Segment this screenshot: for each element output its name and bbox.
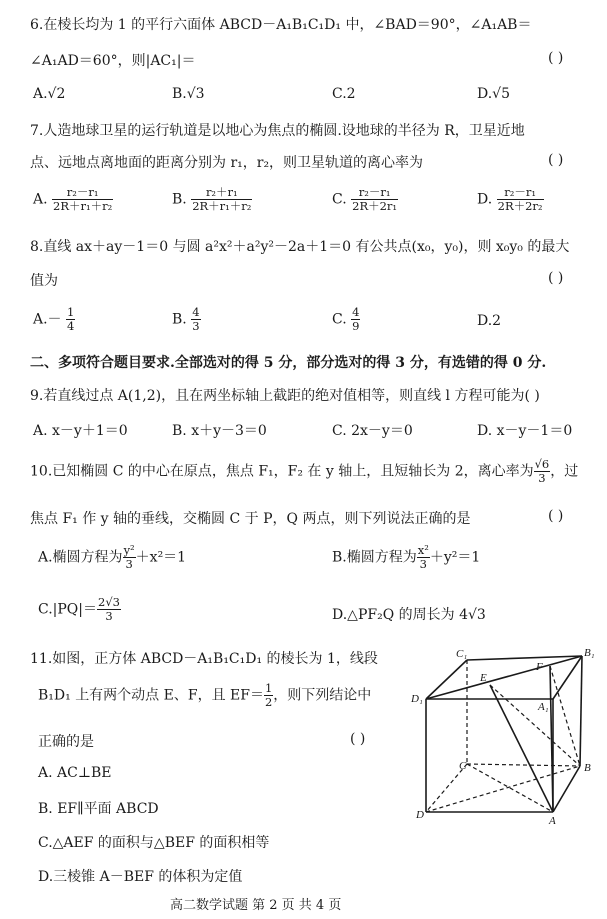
q11-option-d: D.三棱锥 A－BEF 的体积为定值	[38, 869, 243, 885]
q7-d-den: 2R＋2r₂	[497, 199, 543, 214]
q10-ecc-num: √6	[534, 457, 550, 471]
edge-c-a-hidden	[467, 764, 553, 812]
q6-answer-paren: ( )	[548, 50, 564, 66]
q7-option-b: B. $\frac{\text{r₂＋r₁}}{\text{2R＋r₁＋r₂}}$	[172, 185, 252, 214]
q7-line1: 7.人造地球卫星的运行轨道是以地心为焦点的椭圆.设地球的半径为 R，卫星近地	[30, 123, 525, 139]
q6-line1: 6.在棱长均为 1 的平行六面体 ABCD－A₁B₁C₁D₁ 中，∠BAD＝90°，∠A₁AB＝	[30, 17, 532, 33]
q10-answer-paren: ( )	[548, 508, 564, 524]
q8-line2: 值为	[30, 273, 58, 289]
q6-option-d: D.√5	[477, 86, 511, 102]
q7-b-den: 2R＋r₁＋r₂	[192, 199, 252, 214]
q7-answer-paren: ( )	[548, 152, 564, 168]
edge-c1-b1	[467, 656, 582, 660]
q7-option-d: D. $\frac{\text{r₂－r₁}}{\text{2R＋2r₂}}$	[477, 185, 543, 214]
label-c1: C₁	[456, 648, 468, 660]
q10-ecc-den: 3	[538, 471, 546, 486]
label-a1: A₁	[538, 701, 549, 713]
label-c: C	[459, 760, 467, 772]
q11-line3: 正确的是	[38, 734, 94, 750]
edge-b1-b	[580, 656, 582, 766]
q8-option-d: D.2	[477, 313, 502, 329]
q10-option-b: B.椭圆方程为 $\frac{\text{x²}}{3}$ ＋y²＝1	[332, 543, 481, 572]
label-a: A	[549, 815, 556, 825]
q11-line2: B₁D₁ 上有两个动点 E、F，且 EF＝ $\frac{1}{2}$ ，则下列结论中	[38, 681, 372, 710]
q11-answer-paren: ( )	[350, 731, 366, 747]
label-f: F	[536, 661, 543, 673]
q10-line1: 10.已知椭圆 C 的中心在原点，焦点 F₁，F₂ 在 y 轴上，且短轴长为 2，离心率为 $\frac{√6}{3}$ ，过	[30, 457, 579, 486]
q6-line2: ∠A₁AD＝60°，则|AC₁|＝	[30, 53, 196, 69]
q10-option-c: C.|PQ|＝ $\frac{2√3}{3}$	[38, 595, 120, 624]
q10-line2: 焦点 F₁ 作 y 轴的垂线，交椭圆 C 于 P，Q 两点，则下列说法正确的是	[30, 511, 471, 527]
q7-b-num: r₂＋r₁	[191, 186, 252, 200]
q7-c-num: r₂－r₁	[351, 186, 398, 200]
q8-option-c: C. $\frac{4}{9}$	[332, 305, 360, 334]
q7-c-den: 2R＋2r₁	[352, 199, 398, 214]
q7-line2: 点、远地点离地面的距离分别为 r₁，r₂，则卫星轨道的离心率为	[30, 155, 424, 171]
label-d: D	[416, 809, 424, 821]
q10-option-d: D.△PF₂Q 的周长为 4√3	[332, 607, 486, 623]
edge-e-b-hidden	[490, 685, 580, 766]
label-d1: D₁	[411, 693, 423, 705]
q7-option-a: A. $\frac{\text{r₂－r₁}}{\text{2R＋r₁＋r₂}}$	[33, 185, 113, 214]
label-b1: B₁	[584, 647, 595, 659]
edge-c-b-hidden	[467, 764, 580, 766]
q8-line1: 8.直线 ax＋ay－1＝0 与圆 a²x²＋a²y²－2a＋1＝0 有公共点(x₀，y₀)，则 x₀y₀ 的最大	[30, 239, 570, 255]
q9-option-d: D. x－y－1＝0	[477, 423, 573, 439]
q6-option-b: B.√3	[172, 86, 205, 102]
q11-option-c: C.△AEF 的面积与△BEF 的面积相等	[38, 835, 270, 851]
q9-option-c: C. 2x－y＝0	[332, 423, 413, 439]
q8-option-b: B. $\frac{4}{3}$	[172, 305, 200, 334]
section-2-heading: 二、多项符合题目要求.全部选对的得 5 分，部分选对的得 3 分，有选错的得 0 分.	[30, 355, 547, 371]
q9-line1: 9.若直线过点 A(1,2)，且在两坐标轴上截距的绝对值相等，则直线 l 方程可能为( )	[30, 388, 540, 404]
q11-option-a: A. AC⊥BE	[38, 765, 112, 781]
q7-d-num: r₂－r₁	[497, 186, 544, 200]
q10-option-a: A.椭圆方程为 $\frac{\text{y²}}{3}$ ＋x²＝1	[38, 543, 187, 572]
q8-answer-paren: ( )	[548, 270, 564, 286]
q11-line1: 11.如图，正方体 ABCD－A₁B₁C₁D₁ 的棱长为 1，线段	[30, 651, 378, 667]
q7-a-den: 2R＋r₁＋r₂	[53, 199, 113, 214]
q8-option-a: A.－ $\frac{1}{4}$	[33, 305, 75, 334]
label-b: B	[584, 762, 591, 774]
label-e: E	[480, 672, 487, 684]
page-footer: 高二数学试题 第 2 页 共 4 页	[170, 898, 342, 913]
q6-option-a: A.√2	[33, 86, 66, 102]
cube-figure	[410, 640, 600, 825]
q6-option-c: C.2	[332, 86, 356, 102]
q11-option-b: B. EF∥平面 ABCD	[38, 801, 159, 817]
q7-option-c: C. $\frac{\text{r₂－r₁}}{\text{2R＋2r₁}}$	[332, 185, 398, 214]
q7-a-num: r₂－r₁	[52, 186, 113, 200]
q9-option-b: B. x＋y－3＝0	[172, 423, 267, 439]
q9-option-a: A. x－y＋1＝0	[33, 423, 128, 439]
